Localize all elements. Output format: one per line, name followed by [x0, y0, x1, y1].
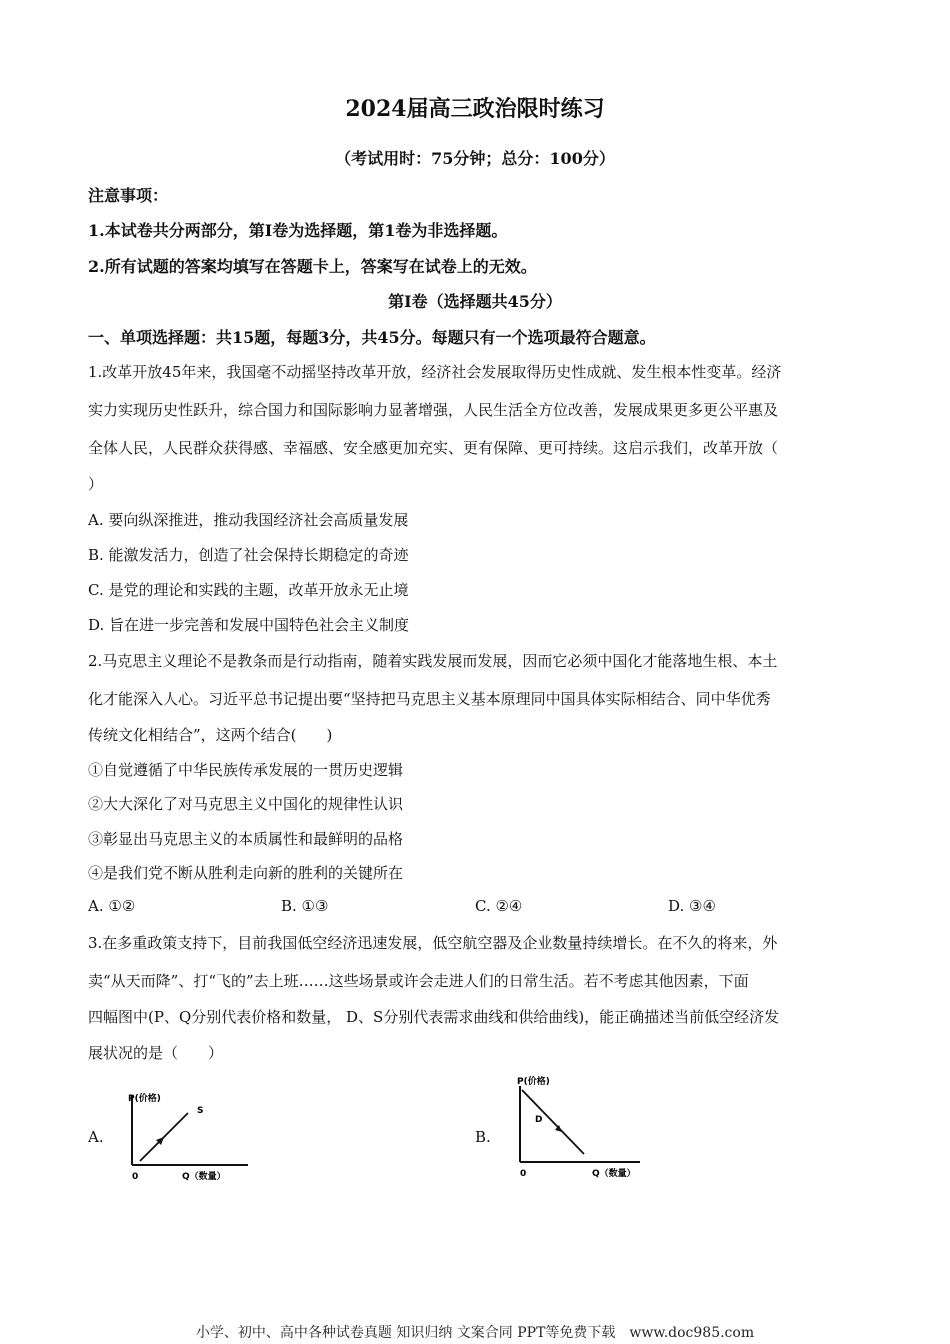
demand-curve: [522, 1090, 584, 1154]
q3-graph-b-label: B.: [475, 1128, 491, 1146]
q3-line: 四幅图中(P、Q分别代表价格和数量， D、S分别代表需求曲线和供给曲线)，能正确描述当前低空经济发: [88, 1008, 780, 1026]
q2-option-b: B. ①③: [281, 897, 329, 915]
origin-label: 0: [520, 1169, 527, 1179]
q2-option-d: D. ③④: [668, 897, 716, 915]
q3-line: 卖“从天而降”、打“飞的”去上班……这些场景或许会走进人们的日常生活。若不考虑其他因素，下面: [88, 972, 749, 990]
q1-option-c: C. 是党的理论和实践的主题，改革开放永无止境: [88, 581, 409, 599]
q3-graph-a-label: A.: [88, 1128, 104, 1146]
curve-label: D: [535, 1115, 543, 1125]
q3-graph-b: [508, 1072, 658, 1182]
q2-line: 传统文化相结合”，这两个结合( ): [88, 726, 333, 744]
q2-statement-4: ④是我们党不断从胜利走向新的胜利的关键所在: [88, 864, 404, 882]
q2-statement-1: ①自觉遵循了中华民族传承发展的一贯历史逻辑: [88, 761, 404, 779]
notice-heading: 注意事项：: [88, 186, 169, 205]
q1-line: 实力实现历史性跃升，综合国力和国际影响力显著增强，人民生活全方位改善，发展成果更多更公平惠及: [88, 401, 779, 419]
q2-line: 2.马克思主义理论不是教条而是行动指南，随着实践发展而发展，因而它必须中国化才能落地生根、本土: [88, 652, 778, 670]
footer: 小学、初中、高中各种试卷真题 知识归纳 文案合同 PPT等免费下载 www.doc985.com: [195, 1325, 755, 1341]
y-axis-label: P(价格): [128, 1094, 161, 1104]
q2-statement-2: ②大大深化了对马克思主义中国化的规律性认识: [88, 795, 404, 813]
q2-option-a: A. ①②: [88, 897, 136, 915]
q3-line: 3.在多重政策支持下，目前我国低空经济迅速发展，低空航空器及企业数量持续增长。在不久的将来，外: [88, 934, 778, 952]
q1-option-d: D. 旨在进一步完善和发展中国特色社会主义制度: [88, 616, 410, 634]
y-axis-label: P(价格): [517, 1077, 550, 1087]
q2-option-c: C. ②④: [475, 897, 523, 915]
q2-line: 化才能深入人心。习近平总书记提出要“坚持把马克思主义基本原理同中国具体实际相结合、同中华优秀: [88, 690, 771, 708]
x-axis-label: Q（数量）: [592, 1169, 636, 1179]
q1-option-a: A. 要向纵深推进，推动我国经济社会高质量发展: [88, 511, 409, 529]
exam-info: （考试用时：75分钟；总分：100分）: [335, 149, 615, 168]
q1-line: 全体人民，人民群众获得感、幸福感、安全感更加充实、更有保障、更可持续。这启示我们，改革开放（: [88, 439, 779, 457]
part1-title: 第Ⅰ卷（选择题共45分）: [388, 292, 562, 311]
q1-line: ）: [88, 475, 104, 493]
notice-item-1: 1.本试卷共分两部分，第Ⅰ卷为选择题，第1卷为非选择题。: [88, 221, 508, 240]
notice-item-2: 2.所有试题的答案均填写在答题卡上，答案写在试卷上的无效。: [88, 257, 537, 276]
q3-line: 展状况的是（ ）: [88, 1044, 224, 1062]
origin-label: 0: [132, 1172, 139, 1182]
curve-label: S: [197, 1106, 204, 1116]
q1-line: 1.改革开放45年来，我国毫不动摇坚持改革开放，经济社会发展取得历史性成就、发生根本性变革。经济: [88, 363, 782, 381]
q2-statement-3: ③彰显出马克思主义的本质属性和最鲜明的品格: [88, 830, 404, 848]
q1-option-b: B. 能激发活力，创造了社会保持长期稳定的奇迹: [88, 546, 409, 564]
q3-graph-a: [120, 1085, 260, 1185]
x-axis-label: Q（数量）: [182, 1172, 226, 1182]
section1-title: 一、单项选择题：共15题，每题3分，共45分。每题只有一个选项最符合题意。: [88, 328, 656, 347]
page-title: 2024届高三政治限时练习: [345, 96, 605, 122]
